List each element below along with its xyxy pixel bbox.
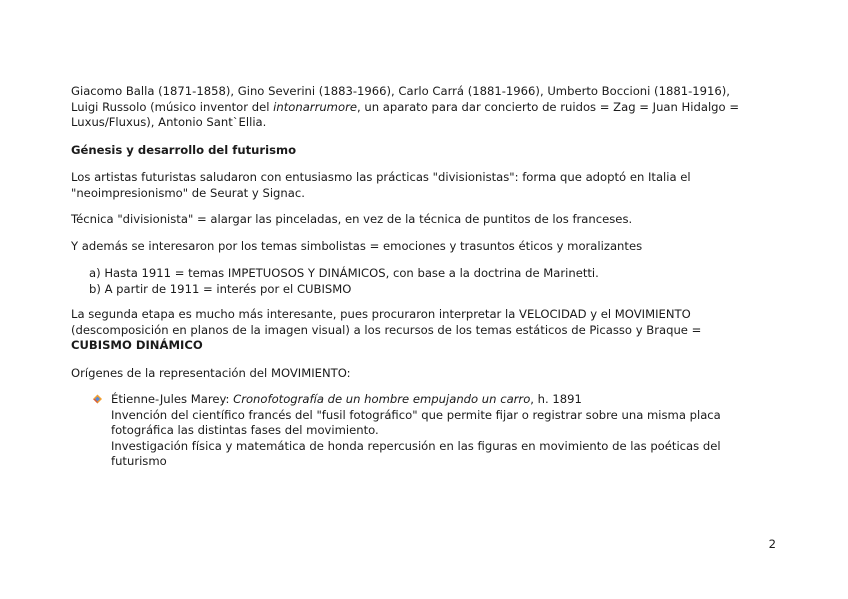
marey-desc-line-5: futurismo xyxy=(111,454,167,469)
origins-paragraph: Orígenes de la representación del MOVIMIENTO: xyxy=(71,366,351,380)
artists-line-2a: Luigi Russolo (músico inventor del xyxy=(71,99,274,114)
marey-work-title: Cronofotografía de un hombre empujando un carro xyxy=(233,392,531,406)
marey-description xyxy=(111,408,775,470)
second-stage-line-1: La segunda etapa es mucho más interesante, pues procuraron interpretar la VELOCIDAD y el MOVIMIENTO xyxy=(71,307,691,321)
marey-name: Étienne-Jules Marey: xyxy=(111,392,234,406)
artists-line-1: Giacomo Balla (1871-1858), Gino Severini (1883-1966), Carlo Carrá (1881-1966), Umberto Boccioni (1881-1916), xyxy=(71,84,730,98)
page-number: 2 xyxy=(768,537,776,551)
second-stage-line-2: (descomposición en planos de la imagen visual) a los recursos de los temas estáticos de Picasso y Braque = xyxy=(71,322,702,337)
marey-title-line xyxy=(111,392,775,408)
divisionism-line-2: "neoimpresionismo" de Seurat y Signac. xyxy=(71,185,305,200)
marey-bullet xyxy=(111,392,775,470)
diamond-bullet-icon xyxy=(92,394,103,405)
list-item: b) A partir de 1911 = interés por el CUBISMO xyxy=(89,281,352,296)
intonarrumore-term: intonarrumore xyxy=(273,99,357,114)
marey-desc-line-4: Investigación física y matemática de honda repercusión en las figuras en movimiento de las poéticas del xyxy=(111,438,721,453)
cubismo-dinamico: CUBISMO DINÁMICO xyxy=(71,338,203,353)
marey-desc-line-2: Invención del científico francés del "fusil fotográfico" que permite fijar o registrar sobre una misma placa xyxy=(111,407,721,422)
divisionism-paragraph xyxy=(71,170,775,201)
second-stage-paragraph xyxy=(71,307,775,354)
divisionism-line-1: Los artistas futuristas saludaron con entusiasmo las prácticas "divisionistas": forma que adoptó en Italia el xyxy=(71,170,691,184)
technique-paragraph: Técnica "divisionista" = alargar las pinceladas, en vez de la técnica de puntitos de los franceses. xyxy=(71,212,633,226)
marey-desc-line-3: fotográfica las distintas fases del movimiento. xyxy=(111,423,379,438)
section-heading: Génesis y desarrollo del futurismo xyxy=(71,143,297,157)
marey-date: , h. 1891 xyxy=(530,392,582,406)
symbolism-paragraph: Y además se interesaron por los temas simbolistas = emociones y trasuntos éticos y moralizantes xyxy=(71,239,643,253)
stages-list xyxy=(89,266,775,297)
artists-paragraph xyxy=(71,84,775,131)
artists-line-2c: , un aparato para dar concierto de ruidos = Zag = Juan Hidalgo = xyxy=(356,99,740,114)
artists-line-3: Luxus/Fluxus), Antonio Sant`Ellia. xyxy=(71,115,267,130)
list-item: a) Hasta 1911 = temas IMPETUOSOS Y DINÁMICOS, con base a la doctrina de Marinetti. xyxy=(89,266,599,280)
